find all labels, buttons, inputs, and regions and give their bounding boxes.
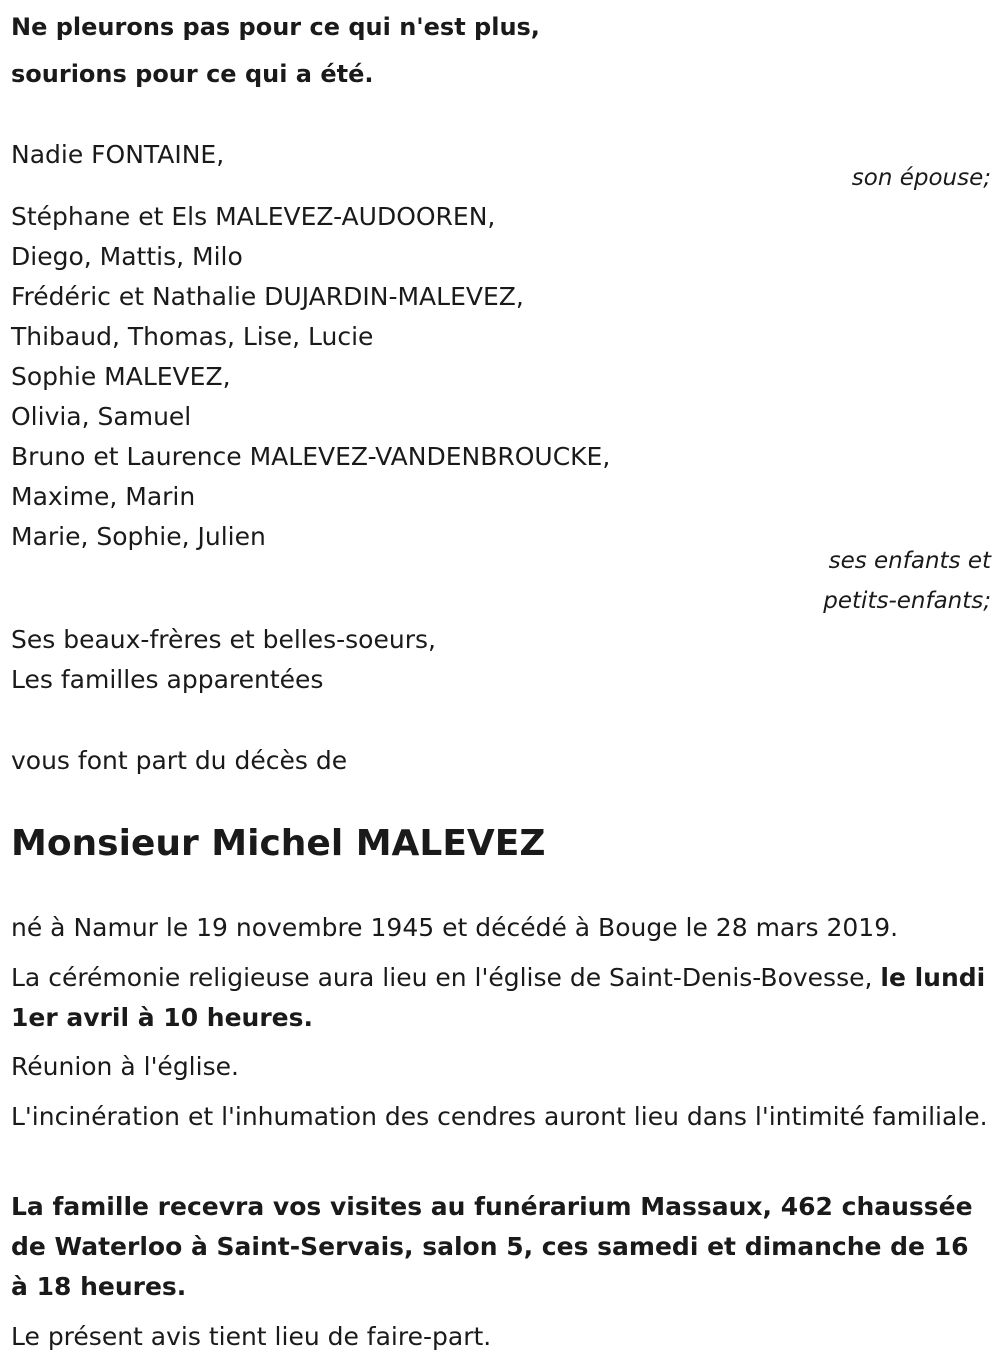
- notice-line: Le présent avis tient lieu de faire-part.: [11, 1322, 492, 1351]
- children-role-line-1: ses enfants et: [828, 548, 991, 574]
- deceased-name: Monsieur Michel MALEVEZ: [11, 823, 546, 864]
- children-line: Thibaud, Thomas, Lise, Lucie: [11, 322, 374, 351]
- spouse-name: Nadie FONTAINE,: [11, 140, 225, 169]
- children-line: Frédéric et Nathalie DUJARDIN-MALEVEZ,: [11, 282, 524, 311]
- children-line: Diego, Mattis, Milo: [11, 242, 243, 271]
- inlaws-line-1: Ses beaux-frères et belles-soeurs,: [11, 625, 436, 654]
- ceremony-date: le lundi 1er avril à 10 heures.: [11, 963, 986, 1032]
- ceremony-paragraph: [11, 958, 991, 1038]
- visits-paragraph: La famille recevra vos visites au funérarium Massaux, 462 chaussée de Waterloo à Saint-Servais, salon 5, ces samedi et dimanche de 16 à 18 heures.: [11, 1192, 973, 1301]
- children-line: Bruno et Laurence MALEVEZ-VANDENBROUCKE,: [11, 442, 611, 471]
- children-line: Stéphane et Els MALEVEZ-AUDOOREN,: [11, 202, 496, 231]
- children-line: Marie, Sophie, Julien: [11, 522, 266, 551]
- inlaws-line-2: Les familles apparentées: [11, 665, 324, 694]
- children-role-line-2: petits-enfants;: [823, 588, 991, 614]
- children-line: Olivia, Samuel: [11, 402, 192, 431]
- quote-line-1: Ne pleurons pas pour ce qui n'est plus,: [11, 13, 540, 41]
- children-line: Maxime, Marin: [11, 482, 196, 511]
- quote-line-2: sourions pour ce qui a été.: [11, 60, 374, 88]
- ceremony-text: La cérémonie religieuse aura lieu en l'église de Saint-Denis-Bovesse,: [11, 963, 881, 992]
- spouse-role: son épouse;: [851, 165, 991, 191]
- meeting-line: Réunion à l'église.: [11, 1052, 239, 1081]
- children-line: Sophie MALEVEZ,: [11, 362, 231, 391]
- birth-death-line: né à Namur le 19 novembre 1945 et décédé à Bouge le 28 mars 2019.: [11, 913, 899, 942]
- cremation-paragraph: L'incinération et l'inhumation des cendres auront lieu dans l'intimité familiale.: [11, 1102, 988, 1131]
- announcement-intro: vous font part du décès de: [11, 746, 348, 775]
